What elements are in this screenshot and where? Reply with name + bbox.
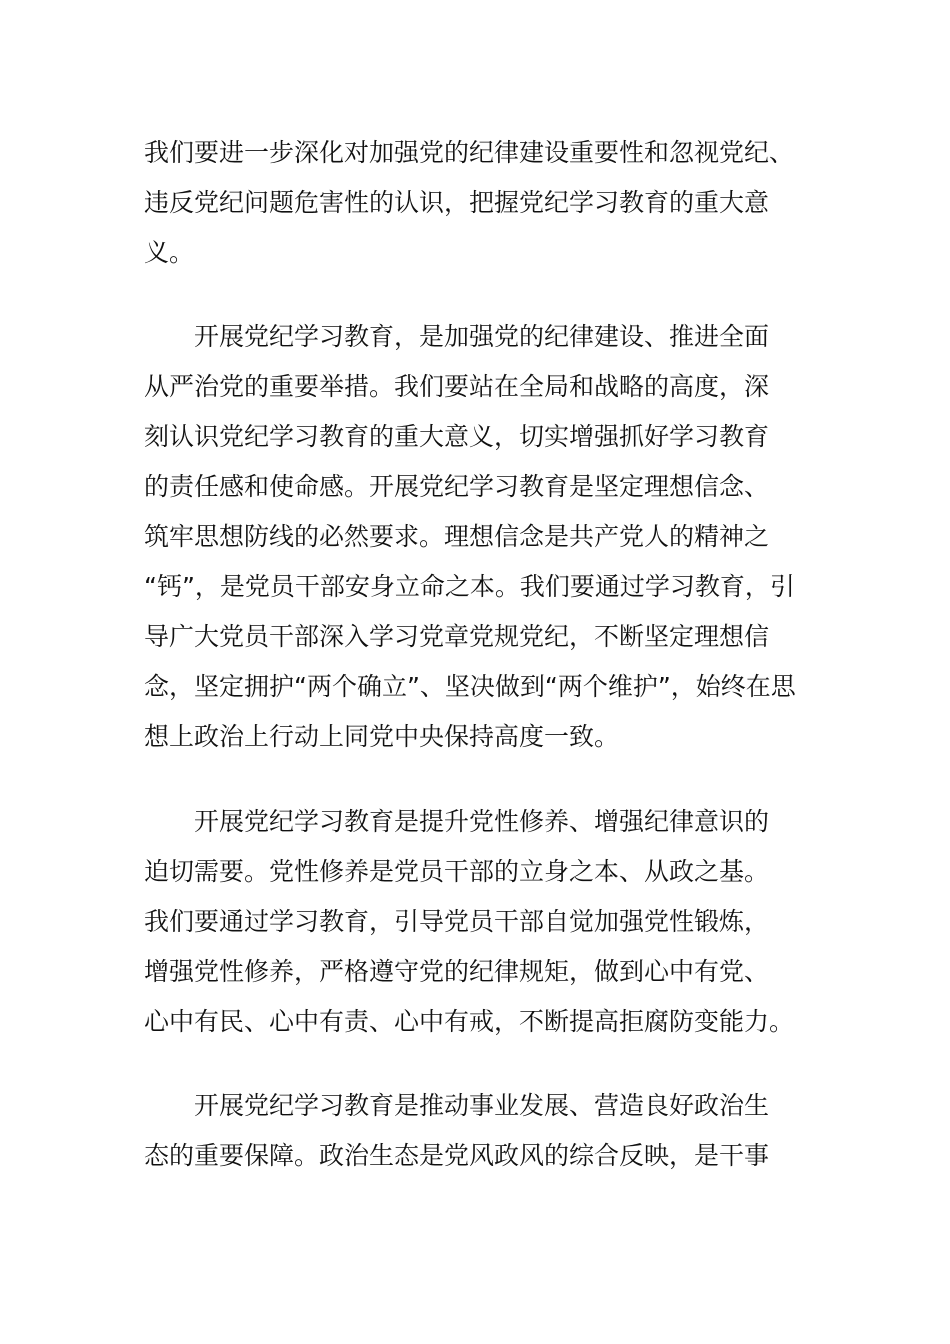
paragraph-line: 想上政治上行动上同党中央保持高度一致。 [144, 722, 620, 751]
paragraph-2 [144, 312, 804, 762]
paragraph-line: 刻认识党纪学习教育的重大意义，切实增强抓好学习教育 [144, 422, 770, 451]
paragraph-line: 我们要通过学习教育，引导党员干部自觉加强党性锻炼， [144, 907, 770, 936]
paragraph-4 [144, 1081, 804, 1181]
paragraph-line: 开展党纪学习教育是推动事业发展、营造良好政治生 [194, 1091, 770, 1120]
paragraph-line: 态的重要保障。政治生态是党风政风的综合反映，是干事 [144, 1141, 770, 1170]
paragraph-line: 开展党纪学习教育，是加强党的纪律建设、推进全面 [194, 322, 770, 351]
paragraph-line: “钙”，是党员干部安身立命之本。我们要通过学习教育，引 [144, 572, 795, 601]
paragraph-1 [144, 128, 804, 278]
paragraph-line: 筑牢思想防线的必然要求。理想信念是共产党人的精神之 [144, 522, 770, 551]
paragraph-line: 念，坚定拥护“两个确立”、坚决做到“两个维护”，始终在思 [144, 672, 796, 701]
paragraph-line: 心中有民、心中有责、心中有戒，不断提高拒腐防变能力。 [144, 1007, 795, 1036]
paragraph-line: 我们要进一步深化对加强党的纪律建设重要性和忽视党纪、 [144, 138, 795, 167]
paragraph-line: 导广大党员干部深入学习党章党规党纪，不断坚定理想信 [144, 622, 770, 651]
paragraph-3 [144, 797, 804, 1047]
paragraph-line: 开展党纪学习教育是提升党性修养、增强纪律意识的 [194, 807, 770, 836]
paragraph-line: 义。 [144, 238, 195, 267]
paragraph-line: 违反党纪问题危害性的认识，把握党纪学习教育的重大意 [144, 188, 770, 217]
paragraph-line: 从严治党的重要举措。我们要站在全局和战略的高度，深 [144, 372, 770, 401]
paragraph-line: 增强党性修养，严格遵守党的纪律规矩，做到心中有党、 [144, 957, 770, 986]
paragraph-line: 的责任感和使命感。开展党纪学习教育是坚定理想信念、 [144, 472, 770, 501]
paragraph-line: 迫切需要。党性修养是党员干部的立身之本、从政之基。 [144, 857, 770, 886]
